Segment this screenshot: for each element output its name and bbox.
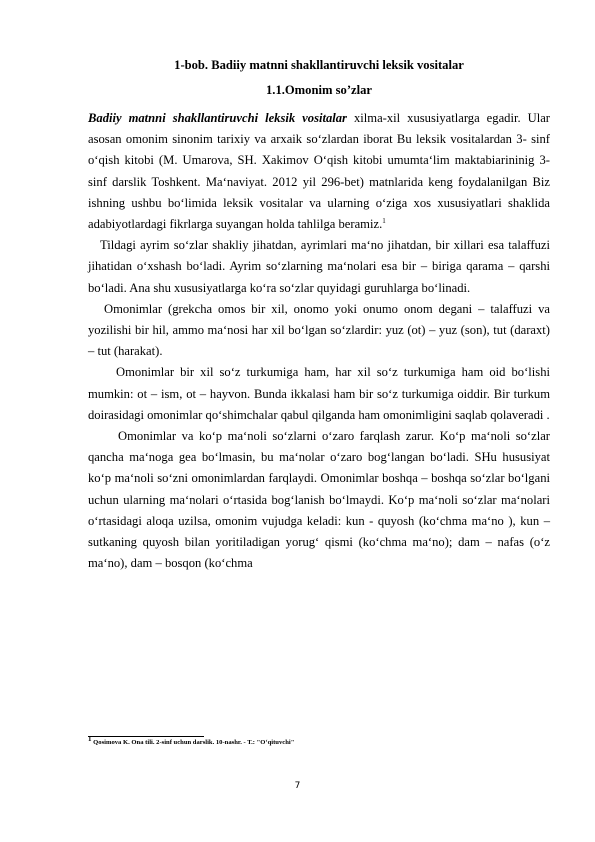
body-text [88,108,550,574]
section-heading: 1.1.Omonim so’zlar [266,83,372,97]
footnote-reference[interactable]: 1 [382,216,386,225]
footnote-number: 1 [88,735,92,743]
chapter-heading: 1-bob. Badiiy matnni shakllantiruvchi leksik vositalar [174,58,464,72]
page-number: 7 [294,781,301,791]
paragraph-4: Omonimlar bir xil so‘z turkumiga ham, har xil so‘z turkumiga ham oid bo‘lishi mumkin: ot – ism, ot – hayvon. Bunda ikkalasi ham bir so‘z turkumiga oiddir. Bir turkum doirasidagi omonimlar qo‘shimchalar qabul qilganda ham omonimligini saqlab qolaveradi . [88,365,550,422]
paragraph-3: Omonimlar (grekcha omos bir xil, onomo yoki onumo onom degani – talaffuzi va yozilishi bir hil, ammo ma‘nosi har xil bo‘lgan so‘zlardir: yuz (ot) – yuz (son), tut (daraxt) – tut (harakat). [88,301,550,359]
footnote-divider [88,736,204,737]
footnote [88,735,295,747]
paragraph-1 [88,108,550,235]
lead-term: Badiiy matnni shakllantiruvchi leksik vositalar [88,111,347,125]
paragraph-1-text: xilma-xil xususiyatlarga egadir. Ular asosan omonim sinonim tarixiy va arxaik so‘zlardan iborat Bu leksik vositalardan 3- sinf o‘qish kitobi (M. Umarova, SH. Xakimov O‘qish kitobi umumta‘lim maktabiarininig 3-sinf darslik Toshkent. Ma‘naviyat. 2012 yil 296-bet) matnlarida keng foydalanilgan Biz ishning ushbu bo‘limida leksik vositalar va ularning o‘ziga xos xususiyatlari shaklida adabiyotlardagi fikrlarga suyangan holda tahlilga beramiz. [88,111,550,232]
footnote-text: Qosimova K. Ona tili. 2-sinf uchun darslik. 10-nashr. - T.: "O‘qituvchi" [91,739,295,747]
paragraph-5: Omonimlar va ko‘p ma‘noli so‘zlarni o‘zaro farqlash zarur. Ko‘p ma‘noli so‘zlar qancha ma‘noga gea bo‘lmasin, bu ma‘nolar o‘zaro bog‘langan bo‘ladi. SHu hususiyat ko‘p ma‘noli so‘zni omonimlardan farqlaydi. Omonimlar boshqa – boshqa so‘zlar bo‘lgani uchun ularning ma‘nolari o‘rtasida bog‘lanish bo‘lmaydi. Ko‘p ma‘noli so‘zlar ma‘nolari o‘rtasidagi aloqa uzilsa, omonim vujudga keladi: kun - quyosh (ko‘chma ma‘no ), kun – sutkaning quyosh bilan yoritiladigan yorug‘ qismi (ko‘chma ma‘no); dam – nafas (o‘z ma‘no), dam – bosqon (ko‘chma [88,429,550,571]
paragraph-2: Tildagi ayrim so‘zlar shakliy jihatdan, ayrimlari ma‘no jihatdan, bir xillari esa talaffuzi jihatidan o‘xshash bo‘ladi. Ayrim so‘zlarning ma‘nolari esa bir – biriga qarama – qarshi bo‘ladi. Ana shu xususiyatlarga ko‘ra so‘zlar quyidagi guruhlarga bo‘linadi. [88,238,550,295]
